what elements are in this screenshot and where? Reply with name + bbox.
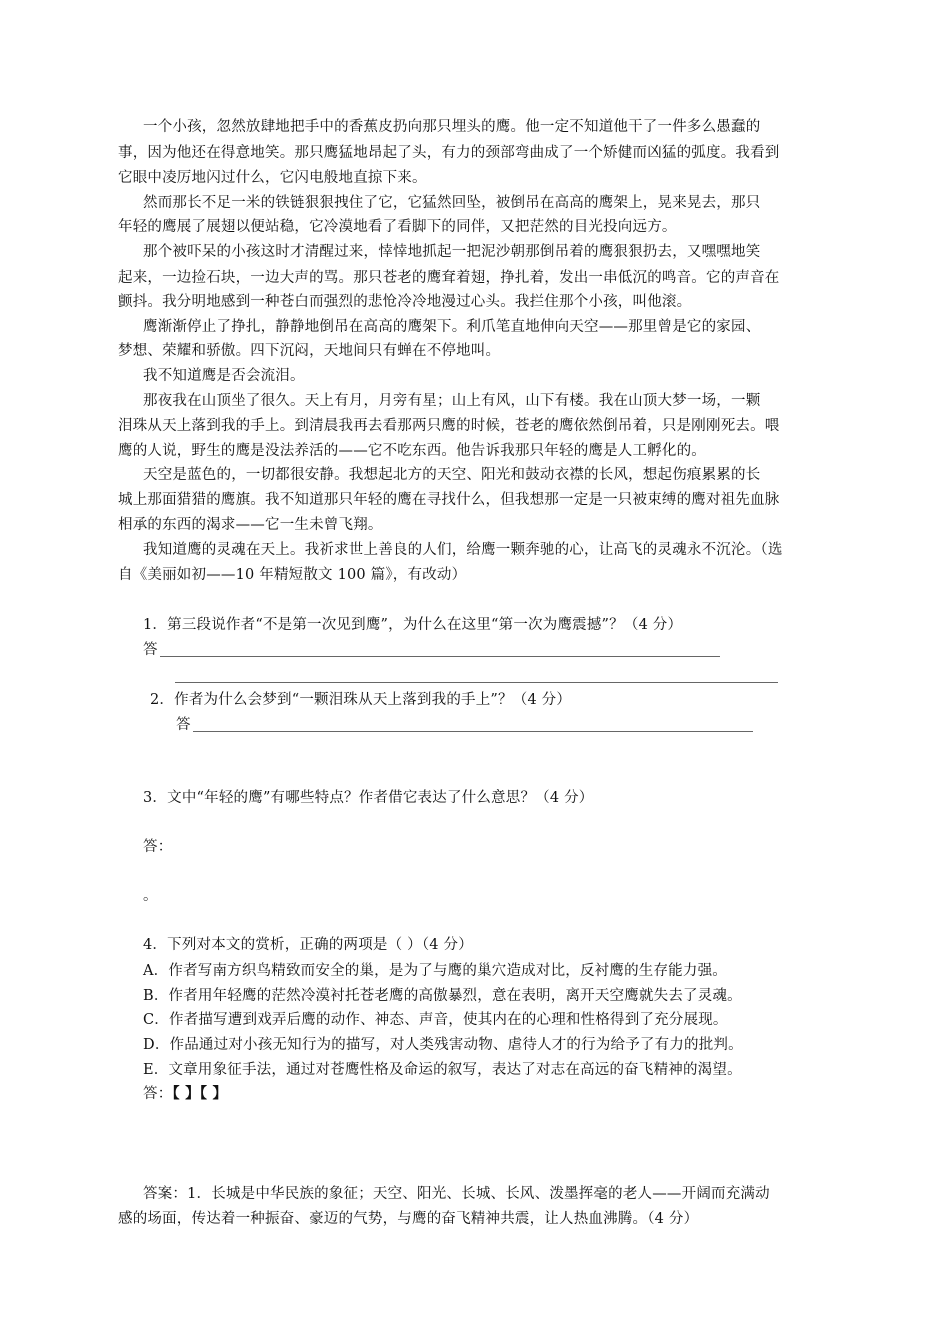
passage-line: 泪珠从天上落到我的手上。到清晨我再去看那两只鹰的时候，苍老的鹰依然倒吊着，只是刚刚死去。喂 <box>118 418 780 434</box>
question-4-answer <box>143 1084 227 1104</box>
question-4-option-d: D．作品通过对小孩无知行为的描写，对人类残害动物、虐待人才的行为给予了有力的批判。 <box>143 1037 743 1053</box>
question-4-answer-brackets[interactable]: 【 】【 】 <box>172 1085 228 1102</box>
question-4-option-c: C．作者描写遭到戏弄后鹰的动作、神态、声音，使其内在的心理和性格得到了充分展现。 <box>143 1012 728 1028</box>
passage-line: 我不知道鹰是否会流泪。 <box>143 368 305 384</box>
passage-line: 年轻的鹰展了展翅以便站稳，它冷漠地看了看脚下的同伴，又把茫然的目光投向远方。 <box>118 219 677 235</box>
question-3-answer-label: 答： <box>143 839 173 855</box>
question-3-end-mark: 。 <box>143 888 158 904</box>
question-3-text: 3．文中“年轻的鹰”有哪些特点？作者借它表达了什么意思？（4 分） <box>143 790 594 806</box>
passage-line: 我知道鹰的灵魂在天上。我祈求世上善良的人们，给鹰一颗奔驰的心，让高飞的灵魂永不沉沦。（选 <box>143 542 783 558</box>
question-4-option-a: A．作者写南方织鸟精致而安全的巢，是为了与鹰的巢穴造成对比，反衬鹰的生存能力强。 <box>143 963 727 979</box>
question-2-answer-line[interactable] <box>193 731 753 732</box>
question-2-answer-label: 答 <box>176 717 191 733</box>
passage-line: 自《美丽如初——10 年精短散文 100 篇》，有改动） <box>118 567 467 583</box>
passage-line: 城上那面猎猎的鹰旗。我不知道那只年轻的鹰在寻找什么，但我想那一定是一只被束缚的鹰对祖先血脉 <box>118 492 780 508</box>
question-1-answer-line-2[interactable] <box>175 682 778 683</box>
passage-line: 一个小孩，忽然放肆地把手中的香蕉皮扔向那只埋头的鹰。他一定不知道他干了一件多么愚蠢的 <box>143 119 761 135</box>
passage-line: 那夜我在山顶坐了很久。天上有月，月旁有星；山上有风，山下有楼。我在山顶大梦一场，一颗 <box>143 393 761 409</box>
passage-line: 相承的东西的渴求——它一生未曾飞翔。 <box>118 517 383 533</box>
passage-line: 然而那长不足一米的铁链狠狠拽住了它，它猛然回坠，被倒吊在高高的鹰架上，晃来晃去，那只 <box>143 195 761 211</box>
question-4-answer-label: 答： <box>143 1086 173 1102</box>
passage-line: 鹰的人说，野生的鹰是没法养活的——它不吃东西。他告诉我那只年轻的鹰是人工孵化的。 <box>118 443 706 459</box>
passage-line: 天空是蓝色的，一切都很安静。我想起北方的天空、阳光和鼓动衣襟的长风，想起伤痕累累的长 <box>143 467 761 483</box>
passage-line: 起来，一边捡石块，一边大声的骂。那只苍老的鹰耷着翅，挣扎着，发出一串低沉的鸣音。它的声音在 <box>118 270 780 286</box>
passage-line: 梦想、荣耀和骄傲。四下沉闷，天地间只有蝉在不停地叫。 <box>118 343 501 359</box>
question-4-option-e: E．文章用象征手法，通过对苍鹰性格及命运的叙写，表达了对志在高远的奋飞精神的渴望。 <box>143 1062 742 1078</box>
question-4-text: 4．下列对本文的赏析，正确的两项是（ ）（4 分） <box>143 937 473 953</box>
question-1-answer-label: 答 <box>143 642 158 658</box>
answer-key-line: 答案：1．长城是中华民族的象征；天空、阳光、长城、长风、泼墨挥毫的老人——开阔而充满动 <box>143 1186 770 1202</box>
passage-line: 它眼中凌厉地闪过什么，它闪电般地直掠下来。 <box>118 170 427 186</box>
answer-key-line: 感的场面，传达着一种振奋、豪迈的气势，与鹰的奋飞精神共震，让人热血沸腾。（4 分） <box>118 1211 699 1227</box>
passage-line: 事，因为他还在得意地笑。那只鹰猛地昂起了头，有力的颈部弯曲成了一个矫健而凶猛的弧度。我看到 <box>118 145 780 161</box>
passage-line: 那个被吓呆的小孩这时才清醒过来，悻悻地抓起一把泥沙朝那倒吊着的鹰狠狠扔去，又嘿嘿地笑 <box>143 244 761 260</box>
question-4-option-b: B．作者用年轻鹰的茫然冷漠衬托苍老鹰的高傲暴烈，意在表明，离开天空鹰就失去了灵魂。 <box>143 988 742 1004</box>
question-1-text: 1．第三段说作者“不是第一次见到鹰”，为什么在这里“第一次为鹰震撼”？（4 分） <box>143 617 683 633</box>
question-2-text: 2．作者为什么会梦到“一颗泪珠从天上落到我的手上”？（4 分） <box>150 692 572 708</box>
passage-line: 鹰渐渐停止了挣扎，静静地倒吊在高高的鹰架下。利爪笔直地伸向天空——那里曾是它的家园、 <box>143 319 761 335</box>
question-1-answer-line[interactable] <box>160 656 720 657</box>
passage-line: 颤抖。我分明地感到一种苍白而强烈的悲怆冷冷地漫过心头。我拦住那个小孩，叫他滚。 <box>118 294 692 310</box>
